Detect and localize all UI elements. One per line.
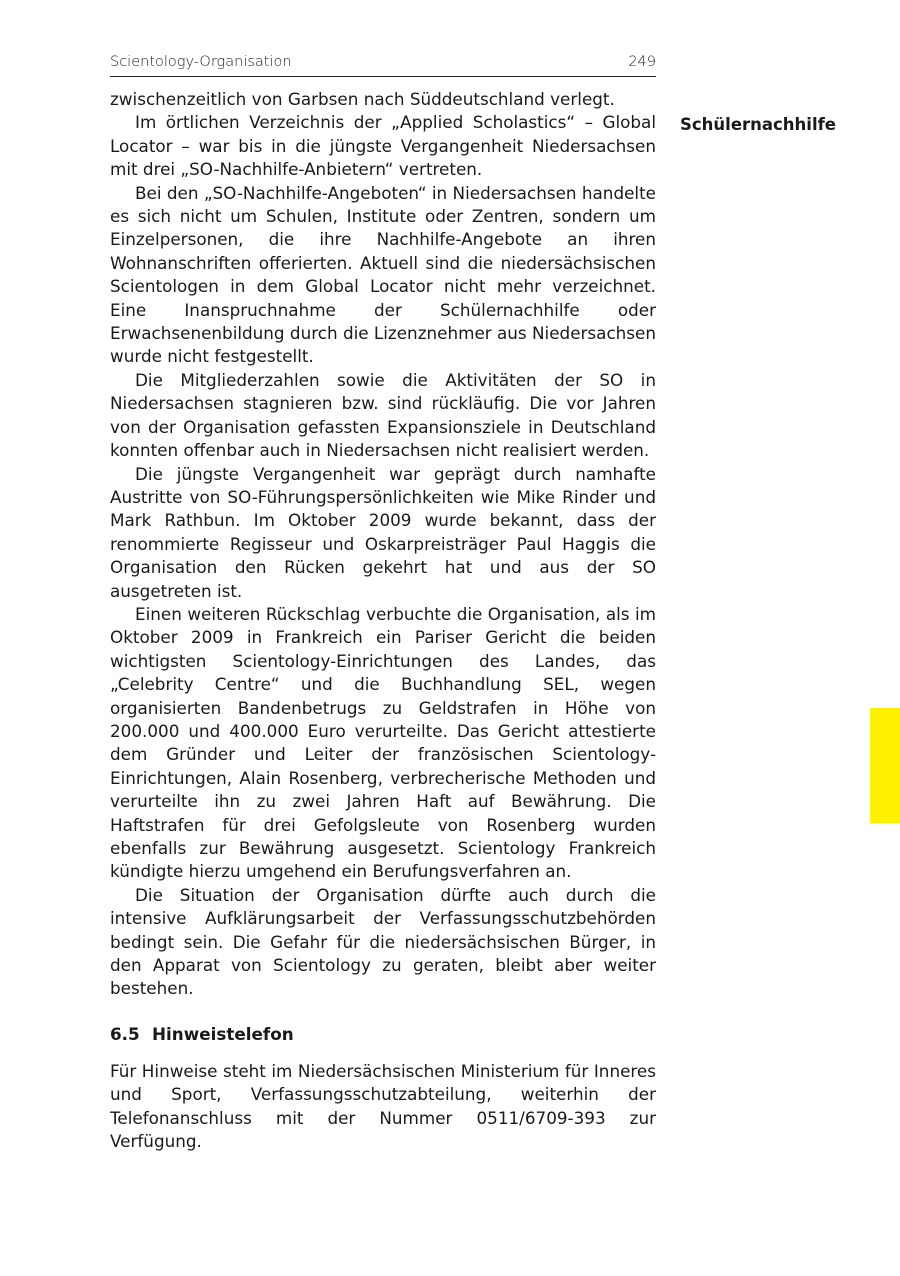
paragraph: Im örtlichen Verzeichnis der „Applied Scholastics“ – Global Locator – war bis in die jüngste Vergangenheit Niedersachsen mit drei „SO-Nachhilfe-Anbietern“ vertreten. (110, 112, 656, 180)
paragraph: Die jüngste Vergangenheit war geprägt durch namhafte Austritte von SO-Führungspersönlichkeiten wie Mike Rinder und Mark Rathbun. Im Oktober 2009 wurde bekannt, dass der renommierte Regisseur und Oskarpreisträger Paul Haggis die Organisation den Rücken gekehrt hat und aus der SO ausgetreten ist. (110, 463, 656, 601)
paragraph: zwischenzeitlich von Garbsen nach Süddeutschland verlegt. (110, 89, 615, 109)
body-text (110, 88, 656, 1153)
section-number: 6.5 (110, 1023, 140, 1044)
section-paragraph: Für Hinweise steht im Niedersächsischen Ministerium für Inneres und Sport, Verfassungsschutzabteilung, weiterhin der Telefonanschluss mit der Nummer 0511/6709-393 zur Verfügung. (110, 1060, 656, 1152)
paragraph: Einen weiteren Rückschlag verbuchte die Organisation, als im Oktober 2009 in Frankreich ein Pariser Gericht die beiden wichtigsten Scientology-Einrichtungen des Landes, das „Celebrity Centre“ und die Buchhandlung SEL, wegen organisierten Bandenbetrugs zu Geldstrafen in Höhe von 200.000 und 400.000 Euro verurteilte. Das Gericht attestierte dem Gründer und Leiter der französischen Scientology-Einrichtungen, Alain Rosenberg, verbrecherische Methoden und verurteilte ihn zu zwei Jahren Haft auf Bewährung. Die Haftstrafen für drei Gefolgsleute von Rosenberg wurden ebenfalls zur Bewährung ausgesetzt. Scientology Frankreich kündigte hierzu umgehend ein Berufungsverfahren an. (110, 603, 656, 882)
marginal-note: Schülernachhilfe (680, 115, 836, 134)
paragraph: Die Situation der Organisation dürfte auch durch die intensive Aufklärungsarbeit der Verfassungsschutzbehörden bedingt sein. Die Gefahr für die niedersächsischen Bürger, in den Apparat von Scientology zu geraten, bleibt aber weiter bestehen. (110, 884, 656, 999)
running-title: Scientology-Organisation (110, 54, 292, 70)
thumb-index-tab (870, 708, 900, 823)
paragraph: Die Mitgliederzahlen sowie die Aktivitäten der SO in Niedersachsen stagnieren bzw. sind rückläufig. Die vor Jahren von der Organisation gefassten Expansionsziele in Deutschland konnten offenbar auch in Niedersachsen nicht realisiert werden. (110, 369, 656, 461)
section-heading (110, 1023, 656, 1046)
page-number: 249 (628, 54, 656, 70)
paragraph: Bei den „SO-Nachhilfe-Angeboten“ in Niedersachsen handelte es sich nicht um Schulen, Institute oder Zentren, sondern um Einzelpersonen, die ihre Nachhilfe-Angebote an ihren Wohnanschriften offerierten. Aktuell sind die niedersächsischen Scientologen in dem Global Locator nicht mehr verzeichnet. Eine Inanspruchnahme der Schülernachhilfe oder Erwachsenenbildung durch die Lizenznehmer aus Niedersachsen wurde nicht festgestellt. (110, 182, 657, 367)
section-title: Hinweistelefon (152, 1023, 294, 1044)
running-head (110, 54, 656, 77)
